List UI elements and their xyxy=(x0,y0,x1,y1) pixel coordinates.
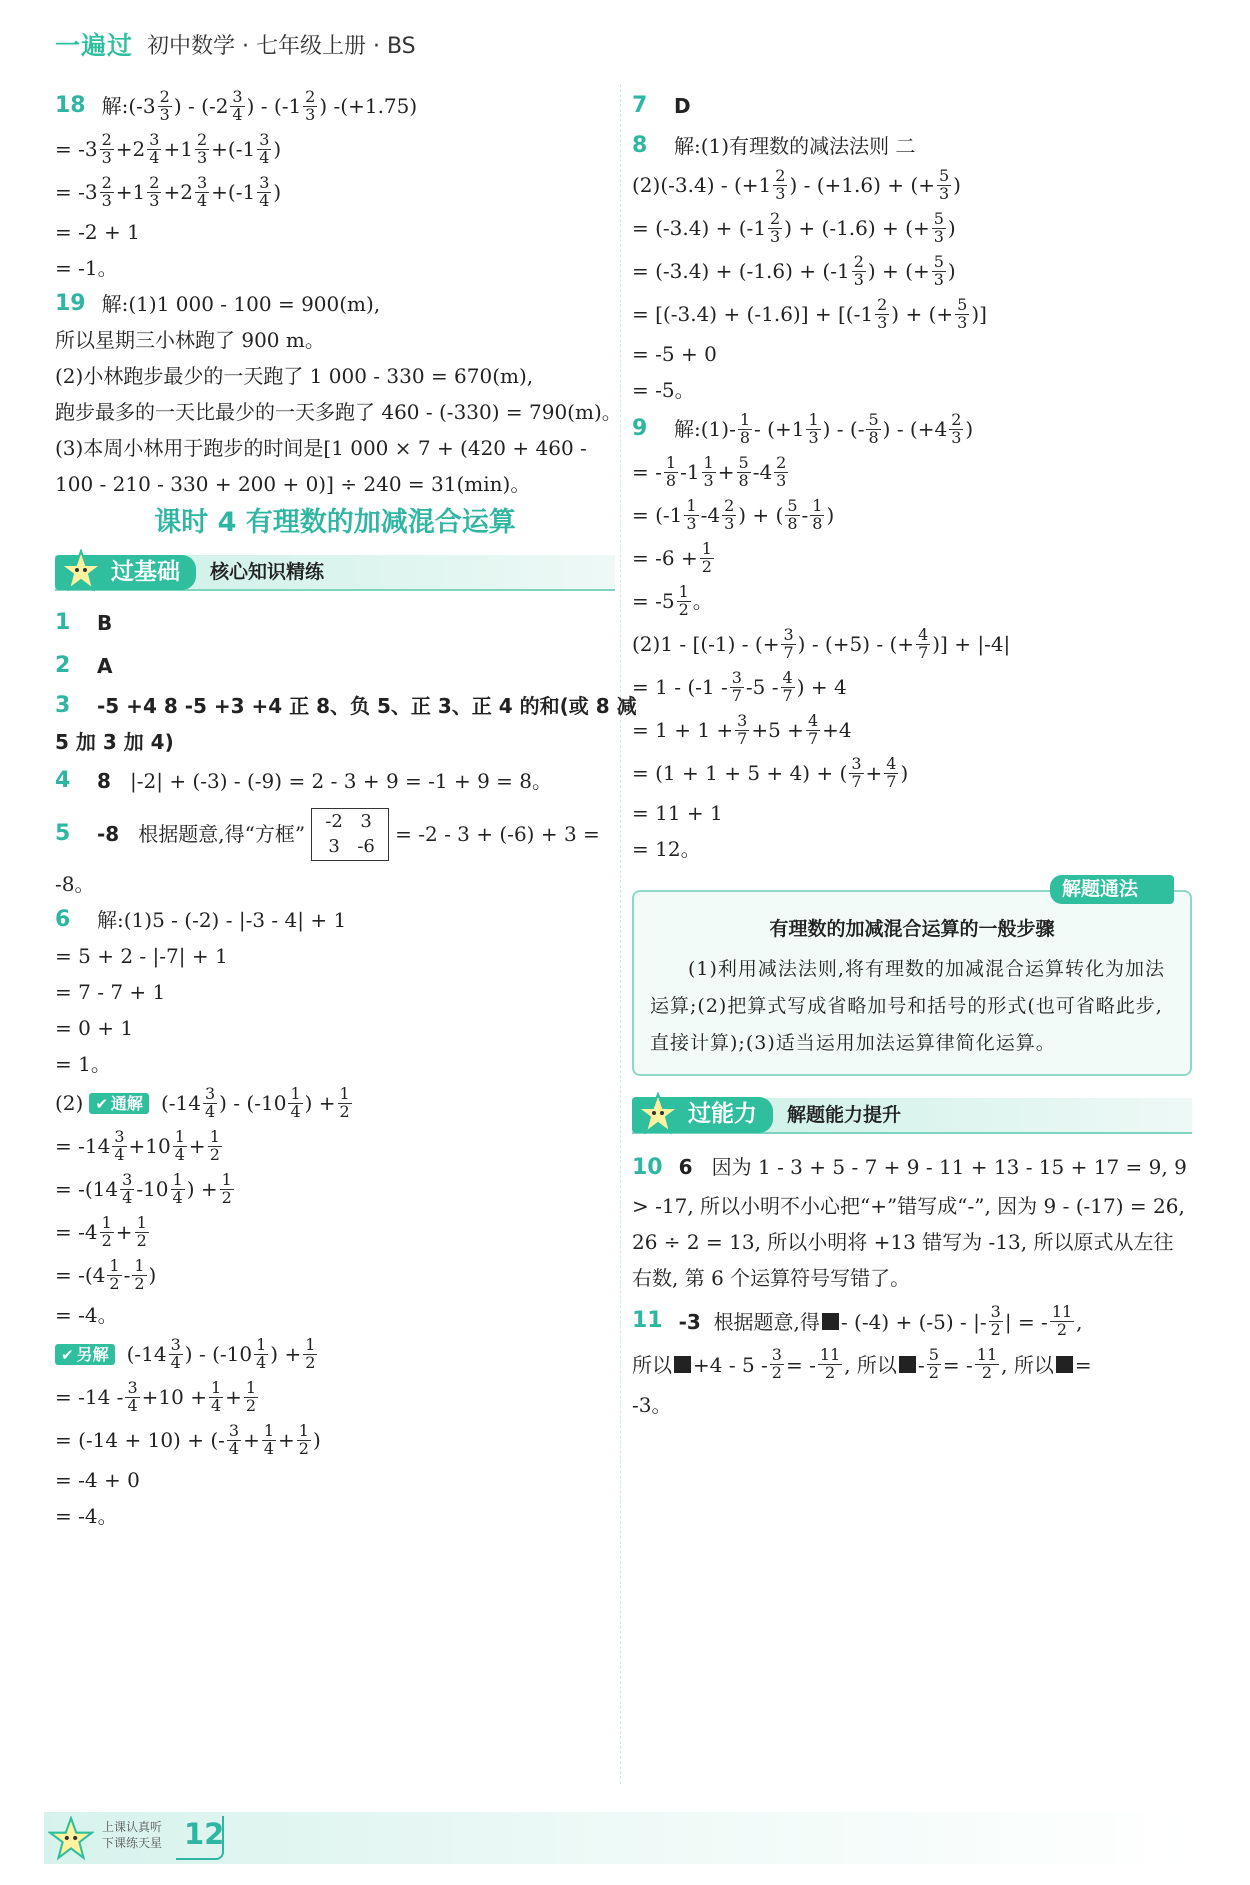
method-tip-box xyxy=(632,878,1192,1076)
q2-answer: 2 A xyxy=(55,653,113,679)
q6-part2-line-6: = -4。 xyxy=(55,1303,118,1328)
q18-line-2: = -3 $\frac{2}{3}$ +2 $\frac{3}{4}$ +1 $\frac{2}{3}$ +(-1 $\frac{3}{4}$ ) xyxy=(55,129,282,167)
q9-part2-line-3: = 1 + 1 + $\frac{3}{7}$ +5 + $\frac{4}{7}$ +4 xyxy=(632,710,852,748)
tip-title: 有理数的加减混合运算的一般步骤 xyxy=(769,918,1055,940)
q19-line-6: 100 - 210 - 330 + 200 + 0)] ÷ 240 = 31(min)。 xyxy=(55,472,531,496)
q8-line-3: = (-3.4) + (-1 $\frac{2}{3}$ ) + (-1.6) + (+ $\frac{5}{3}$ ) xyxy=(632,208,956,246)
q6-line-2: = 5 + 2 - |-7| + 1 xyxy=(55,944,228,969)
square-frame: -2 3 3 -6 xyxy=(311,808,389,861)
q18-line-1: 18 解: (-3 $\frac{2}{3}$ ) - (-2 $\frac{3}{4}$ ) - (-1 $\frac{2}{3}$ ) -(+1.75) xyxy=(55,86,418,124)
tongjie-tag: ✔ 通解 xyxy=(89,1093,149,1114)
book-title: 初中数学 · 七年级上册 · BS xyxy=(147,33,416,59)
banner-subtitle: 解题能力提升 xyxy=(787,1103,902,1126)
page-number: 12 xyxy=(184,1817,225,1851)
q8-line-5: = [(-3.4) + (-1.6)] + [(-1 $\frac{2}{3}$ ) + (+ $\frac{5}{3}$ )] xyxy=(632,294,987,332)
right-column xyxy=(632,88,1192,1426)
left-column xyxy=(55,86,637,1537)
question-number: 19 xyxy=(55,290,86,316)
q19-line-1: 19 解:(1)1 000 - 100 = 900(m), xyxy=(55,290,381,316)
q10-answer: 10 6 因为 1 - 3 + 5 - 7 + 9 - 11 + 13 - 15 + 17 = 9, 9 > -17, 所以小明不小心把“+”错写成“-”, 因为 9 - (-17) = 26, 26 ÷ 2 = 13, 所以小明将 +13 错写为 -13, 所以原式从左往右数, 第 6 个运算符号写错了。 xyxy=(632,1154,1187,1290)
q9-part2-line-1: (2) 1 - [(-1) - (+ $\frac{3}{7}$ ) - (+5) - (+ $\frac{4}{7}$ )] + |-4| xyxy=(632,624,1011,662)
q6-alt-line-2: = -14 - $\frac{3}{4}$ +10 + $\frac{1}{4}$ + $\frac{1}{2}$ xyxy=(55,1378,257,1415)
q4-answer: 4 8 |-2| + (-3) - (-9) = 2 - 3 + 9 = -1 + 9 = 8。 xyxy=(55,768,553,794)
q6-alt-line-1: ✔ 另解 (-14 $\frac{3}{4}$ ) - (-10 $\frac{1}{4}$ ) + $\frac{1}{2}$ xyxy=(55,1336,615,1372)
q7-answer: 7 D xyxy=(632,92,691,118)
q9-part2-line-4: = (1 + 1 + 5 + 4) + ( $\frac{3}{7}$ + $\frac{4}{7}$ ) xyxy=(632,753,909,791)
banner-ability xyxy=(632,1094,1192,1136)
q8-line-7: = -5。 xyxy=(632,378,695,402)
footer-slogan: 上课认真听 下课练天星 xyxy=(102,1820,163,1851)
star-mascot-icon xyxy=(48,1816,94,1862)
q5-answer-cont: -8。 xyxy=(55,872,95,897)
q9-line-2: = - $\frac{1}{8}$ -1 $\frac{1}{3}$ + $\frac{5}{8}$ -4 $\frac{2}{3}$ xyxy=(632,452,787,490)
q9-part2-line-5: = 11 + 1 xyxy=(632,801,723,825)
q8-line-4: = (-3.4) + (-1.6) + (-1 $\frac{2}{3}$ ) + (+ $\frac{5}{3}$ ) xyxy=(632,251,956,289)
star-mascot-icon xyxy=(59,549,103,593)
q6-line-1: 6 解:(1)5 - (-2) - |-3 - 4| + 1 xyxy=(55,907,347,933)
q6-alt-line-4: = -4 + 0 xyxy=(55,1468,140,1493)
lingjie-tag: ✔ 另解 xyxy=(55,1344,115,1365)
banner-basic xyxy=(55,551,615,593)
q6-alt-line-3: = (-14 + 10) + (- $\frac{3}{4}$ + $\frac{1}{4}$ + $\frac{1}{2}$ ) xyxy=(55,1421,321,1458)
q19-line-4: 跑步最多的一天比最少的一天多跑了 460 - (-330) = 790(m)。 xyxy=(55,400,622,424)
star-mascot-icon xyxy=(636,1092,680,1136)
q6-part2-line-5: = -(4 $\frac{1}{2}$ - $\frac{1}{2}$ ) xyxy=(55,1256,157,1293)
q19-line-3: (2)小林跑步最少的一天跑了 1 000 - 330 = 670(m), xyxy=(55,364,534,388)
q18-line-4: = -2 + 1 xyxy=(55,220,140,244)
page-footer xyxy=(44,1812,1194,1864)
q9-line-4: = -6 + $\frac{1}{2}$ xyxy=(632,538,712,576)
q19-line-2: 所以星期三小林跑了 900 m。 xyxy=(55,328,325,352)
banner-label: 过基础 xyxy=(55,555,196,591)
q3-answer-cont: 5 加 3 加 4) xyxy=(55,730,174,755)
black-square xyxy=(899,1356,916,1373)
q6-line-5: = 1。 xyxy=(55,1052,111,1077)
q1-answer: 1 B xyxy=(55,610,113,636)
q9-line-5: = -5 $\frac{1}{2}$ 。 xyxy=(632,581,713,619)
q8-line-2: (2) (-3.4) - (+1 $\frac{2}{3}$ ) - (+1.6) + (+ $\frac{5}{3}$ ) xyxy=(632,165,961,203)
q11-line-1: 11 -3 根据题意,得 - (-4) + (-5) - |- $\frac{3}{2}$ | = - $\frac{11}{2}$ , xyxy=(632,1302,1083,1340)
q11-line-3: -3。 xyxy=(632,1392,672,1417)
tip-body: (1)利用减法法则,将有理数的加减混合运算转化为加法运算;(2)把算式写成省略加号和括号的形式(也可省略此步,直接计算);(3)适当运用加法运算律简化运算。 xyxy=(650,957,1165,1054)
q6-part2-line-2: = -14 $\frac{3}{4}$ +10 $\frac{1}{4}$ + $\frac{1}{2}$ xyxy=(55,1127,220,1164)
q9-line-3: = (-1 $\frac{1}{3}$ -4 $\frac{2}{3}$ ) + ( $\frac{5}{8}$ - $\frac{1}{8}$ ) xyxy=(632,495,835,533)
q19-line-5: (3)本周小林用于跑步的时间是[1 000 × 7 + (420 + 460 - xyxy=(55,436,587,460)
q6-part2-line-1: (2) ✔ 通解 (-14 $\frac{3}{4}$ ) - (-10 $\frac{1}{4}$ ) + $\frac{1}{2}$ xyxy=(55,1084,350,1121)
banner-subtitle: 核心知识精练 xyxy=(210,560,325,583)
banner-label: 过能力 xyxy=(632,1097,773,1133)
q5-answer: 5 -8 根据题意,得“方框” -2 3 3 -6 = -2 - 3 + (-6) + 3 = xyxy=(55,806,615,862)
q6-part2-line-4: = -4 $\frac{1}{2}$ + $\frac{1}{2}$ xyxy=(55,1213,147,1250)
black-square xyxy=(674,1356,691,1373)
q9-part2-line-2: = 1 - (-1 - $\frac{3}{7}$ -5 - $\frac{4}{7}$ ) + 4 xyxy=(632,667,847,705)
q9-part2-line-6: = 12。 xyxy=(632,837,701,861)
brand-logo: 一遍过 xyxy=(55,31,134,60)
q6-line-3: = 7 - 7 + 1 xyxy=(55,980,166,1005)
q18-line-3: = -3 $\frac{2}{3}$ +1 $\frac{2}{3}$ +2 $\frac{3}{4}$ +(-1 $\frac{3}{4}$ ) xyxy=(55,172,282,210)
q11-line-2: 所以 +4 - 5 - $\frac{3}{2}$ = - $\frac{11}{2}$ , 所以 - $\frac{5}{2}$ = - $\frac{11}{2}$ , 所以 = xyxy=(632,1345,1092,1383)
q3-answer: 3 -5 +4 8 -5 +3 +4 正 8、负 5、正 3、正 4 的和(或 8 减 xyxy=(55,693,637,719)
q6-part2-line-3: = -(14 $\frac{3}{4}$ -10 $\frac{1}{4}$ ) + $\frac{1}{2}$ xyxy=(55,1170,232,1207)
question-number: 18 xyxy=(55,92,86,118)
black-square xyxy=(1056,1356,1073,1373)
section-title: 课时 4 有理数的加减混合运算 xyxy=(154,507,516,538)
q9-line-1: 9 解:(1) - $\frac{1}{8}$ - (+1 $\frac{1}{3}$ ) - (- $\frac{5}{8}$ ) - (+4 $\frac{2}{3}$ ) xyxy=(632,409,974,447)
q8-line-6: = -5 + 0 xyxy=(632,342,717,366)
column-divider xyxy=(620,84,622,1784)
q18-line-5: = -1。 xyxy=(55,256,118,280)
tip-badge: 解题通法 xyxy=(1050,875,1174,904)
page-header xyxy=(55,26,416,62)
q8-line-1: 8 解:(1)有理数的减法法则 二 xyxy=(632,132,916,158)
q6-alt-line-5: = -4。 xyxy=(55,1504,118,1529)
black-square xyxy=(822,1313,839,1330)
q6-line-4: = 0 + 1 xyxy=(55,1016,134,1041)
